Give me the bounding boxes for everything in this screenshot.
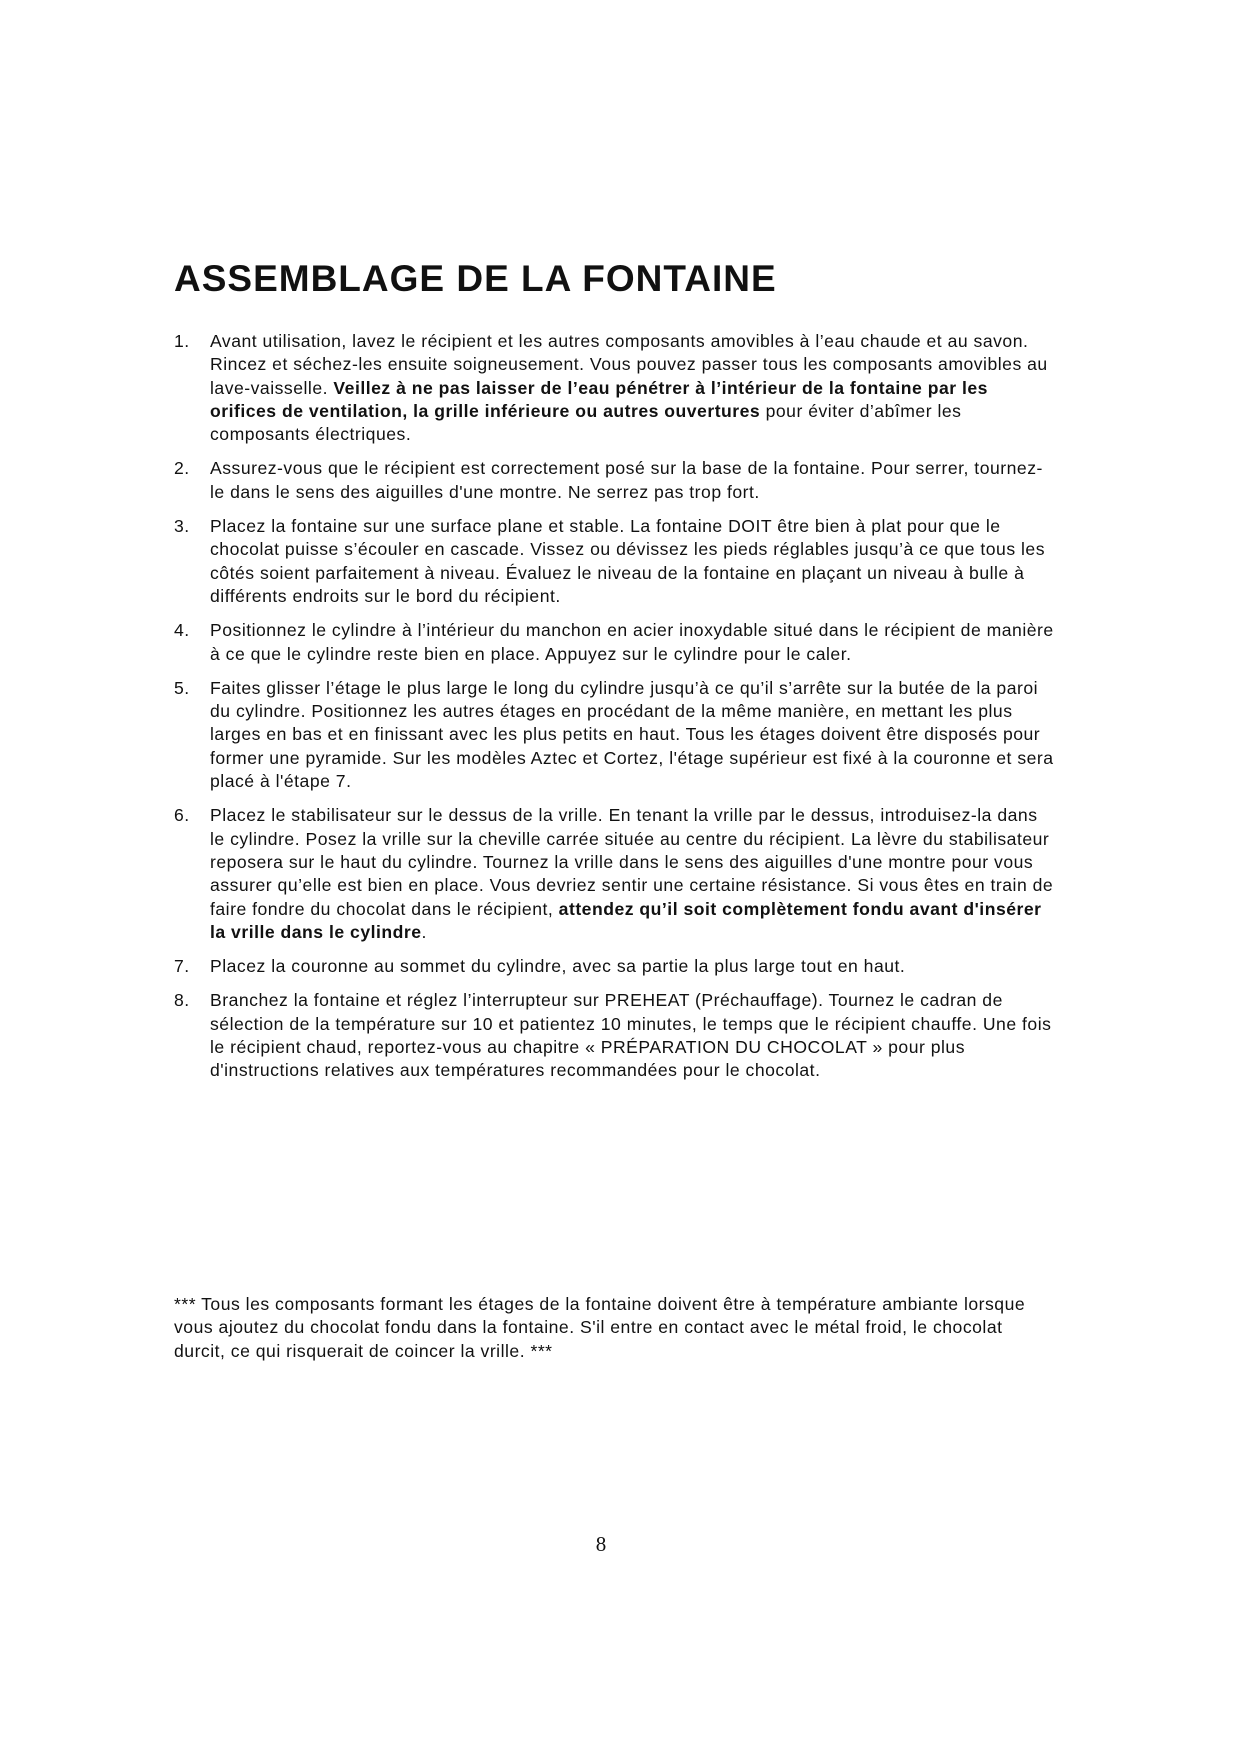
step-text: Avant utilisation, lavez le récipient et les autres composants amovibles à l’eau chaude et au savon. Rincez et séchez-les ensuite soigneusement. Vous pouvez passer tous les composants amovibles au lave-vaisselle. — [210, 331, 1048, 398]
step-item — [174, 515, 1054, 608]
step-warning-text: attendez qu’il soit complètement fondu avant d'insérer la vrille dans le cylindre — [210, 898, 1042, 942]
step-text: Branchez la fontaine et réglez l’interrupteur sur PREHEAT (Préchauffage). Tournez le cadran de sélection de la température sur 10 et patientez 10 minutes, le temps que le récipient chauffe. Une fois le récipient chaud, reportez-vous au chapitre « PRÉPARATION DU CHOCOLAT » pour plus d'instructions relatives aux températures recommandées pour le chocolat. — [210, 990, 1052, 1081]
step-number: 2. — [174, 458, 190, 479]
step-number: 6. — [174, 805, 190, 826]
step-text: pour éviter d’abîmer les composants électriques. — [210, 400, 962, 445]
step-number: 1. — [174, 331, 190, 351]
step-number: 7. — [174, 956, 190, 977]
step-item — [174, 955, 1054, 978]
step-item — [174, 457, 1054, 504]
page-number: 8 — [595, 1532, 607, 1556]
step-item — [174, 677, 1054, 793]
temperature-note: *** Tous les composants formant les étages de la fontaine doivent être à température ambiante lorsque vous ajoutez du chocolat fondu dans la fontaine. S'il entre en contact avec le métal froid, le chocolat durcit, ce qui risquerait de coincer la vrille. *** — [174, 1294, 1026, 1361]
step-text: . — [421, 921, 427, 942]
assembly-steps-list — [174, 330, 1054, 1094]
step-text: Assurez-vous que le récipient est correctement posé sur la base de la fontaine. Pour serrer, tournez-le dans le sens des aiguilles d'une montre. Ne serrez pas trop fort. — [210, 458, 1043, 502]
step-number: 3. — [174, 516, 190, 537]
step-text: Placez le stabilisateur sur le dessus de la vrille. En tenant la vrille par le dessus, introduisez-la dans le cylindre. Posez la vrille sur la cheville carrée située au centre du récipient. La lèvre du stabilisateur reposera sur le haut du cylindre. Tournez la vrille dans le sens des aiguilles d'une montre pour vous assurer qu’elle est bien en place. Vous devriez sentir une certaine résistance. Si vous êtes en train de faire fondre du chocolat dans le récipient, — [210, 805, 1054, 919]
step-item — [174, 619, 1054, 666]
step-item — [174, 989, 1054, 1082]
step-number: 4. — [174, 620, 190, 641]
step-item — [174, 330, 1054, 446]
step-text: Faites glisser l’étage le plus large le long du cylindre jusqu’à ce qu’il s’arrête sur la butée de la paroi du cylindre. Positionnez les autres étages en procédant de la même manière, en mettant les plus larges en bas et en finissant avec les plus petits en haut. Tous les étages doivent être disposés pour former une pyramide. Sur les modèles Aztec et Cortez, l'étage supérieur est fixé à la couronne et sera placé à l'étape 7. — [210, 677, 1054, 792]
step-warning-text: Veillez à ne pas laisser de l’eau pénétrer à l’intérieur de la fontaine par les orifices de ventilation, la grille inférieure ou autres ouvertures — [210, 377, 988, 421]
page-title: ASSEMBLAGE DE LA FONTAINE — [174, 258, 777, 299]
step-number: 5. — [174, 677, 190, 698]
step-number: 8. — [174, 990, 190, 1011]
step-text: Placez la fontaine sur une surface plane et stable. La fontaine DOIT être bien à plat pour que le chocolat puisse s’écouler en cascade. Vissez ou dévissez les pieds réglables jusqu’à ce que tous les côtés soient parfaitement à niveau. Évaluez le niveau de la fontaine en plaçant un niveau à bulle à différents endroits sur le bord du récipient. — [210, 516, 1046, 606]
step-text: Placez la couronne au sommet du cylindre, avec sa partie la plus large tout en haut. — [210, 956, 906, 977]
step-item — [174, 804, 1054, 944]
step-text: Positionnez le cylindre à l’intérieur du manchon en acier inoxydable situé dans le récipient de manière à ce que le cylindre reste bien en place. Appuyez sur le cylindre pour le caler. — [210, 620, 1054, 664]
